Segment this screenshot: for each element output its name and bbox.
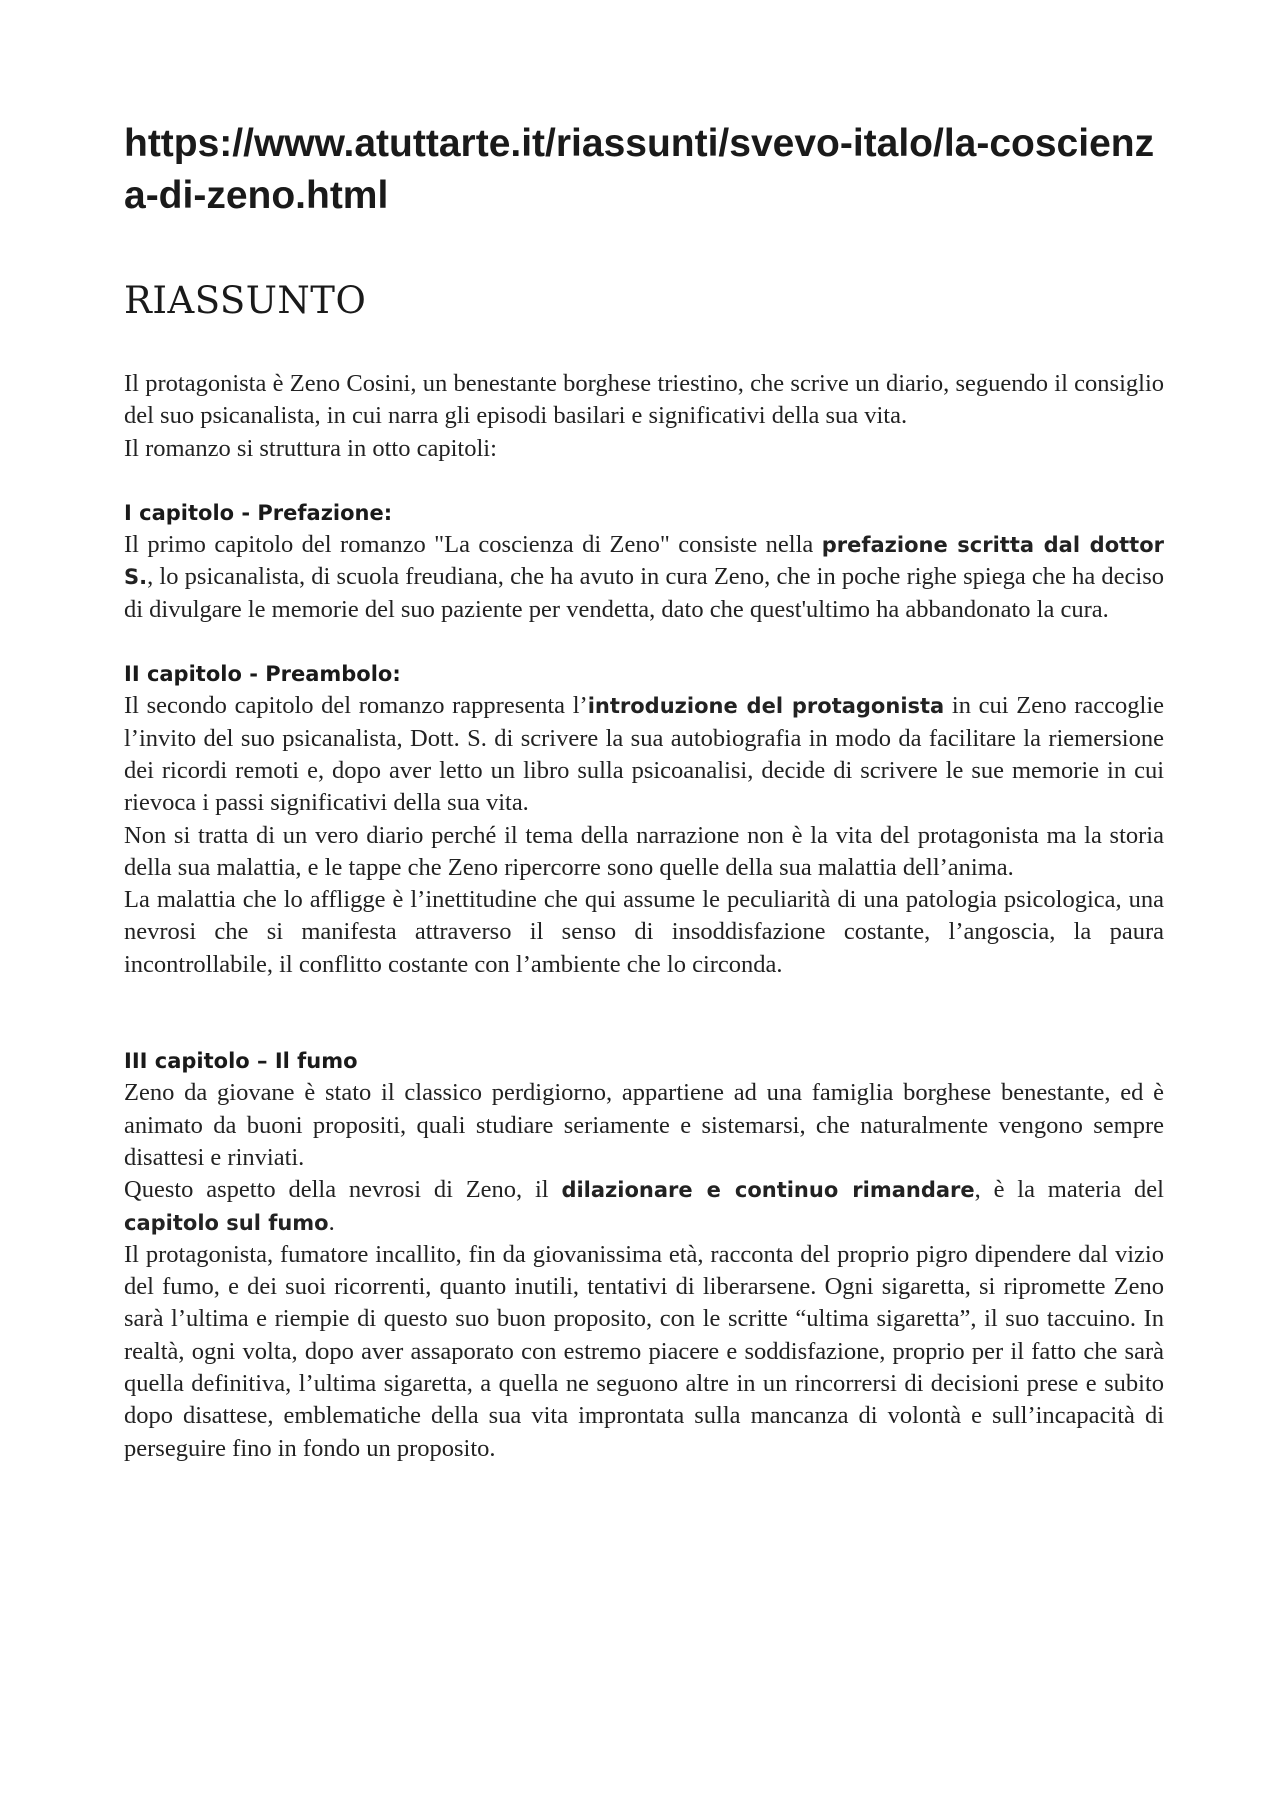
intro-block: [124, 368, 1164, 465]
chapter-3: [124, 1045, 1164, 1465]
chapter-1-text-end: , lo psicanalista, di scuola freudiana, che ha avuto in cura Zeno, che in poche righe spiega che ha deciso di divulgare le memorie del suo paziente per vendetta, dato che quest'ultimo ha abbandonato la cura.: [124, 563, 1164, 623]
chapter-3-emphasis-1: dilazionare e continuo rimandare: [561, 1178, 975, 1203]
chapter-1-text-start: Il primo capitolo del romanzo "La coscienza di Zeno" consiste nella: [124, 531, 822, 559]
chapter-3-paragraph-1: Zeno da giovane è stato il classico perdigiorno, appartiene ad una famiglia borghese benestante, ed è animato da buoni propositi, quali studiare seriamente e sistemarsi, che naturalmente vengono sempre disattesi e rinviati.: [124, 1079, 1164, 1171]
chapter-1-emphasis: prefazione scritta dal dottor S.: [124, 533, 1164, 590]
chapter-2-title: II capitolo - Preambolo:: [124, 662, 401, 687]
chapter-2-paragraph-1: [124, 690, 1164, 819]
chapter-3-text-start: Questo aspetto della nevrosi di Zeno, il: [124, 1176, 562, 1204]
chapter-2: [124, 658, 1164, 981]
chapter-1: [124, 497, 1164, 626]
intro-paragraph: Il protagonista è Zeno Cosini, un benestante borghese triestino, che scrive un diario, seguendo il consiglio del suo psicanalista, in cui narra gli episodi basilari e significativi della sua vita.: [124, 370, 1164, 430]
chapter-2-text-end: in cui Zeno raccoglie l’invito del suo psicanalista, Dott. S. di scrivere la sua autobiografia in modo da facilitare la riemersione dei ricordi remoti e, dopo aver letto un libro sulla psicoanalisi, decide di scrivere le sue memorie in cui rievoca i passi significativi della sua vita.: [124, 692, 1165, 817]
chapter-2-paragraph-2: Non si tratta di un vero diario perché il tema della narrazione non è la vita del protagonista ma la storia della sua malattia, e le tappe che Zeno ripercorre sono quelle della sua malattia dell’anima.: [124, 821, 1164, 881]
intro-structure-line: Il romanzo si struttura in otto capitoli:: [124, 434, 497, 462]
chapter-3-emphasis-2: capitolo sul fumo: [124, 1210, 329, 1235]
document-content: [124, 118, 1164, 1465]
section-heading-riassunto: RIASSUNTO: [124, 279, 367, 322]
chapter-2-emphasis: introduzione del protagonista: [587, 694, 945, 719]
chapter-1-paragraph: [124, 529, 1164, 626]
chapter-3-paragraph-3: Il protagonista, fumatore incallito, fin da giovanissima età, racconta del proprio pigro dipendere dal vizio del fumo, e dei suoi ricorrenti, quanto inutili, tentativi di liberarsene. Ogni sigaretta, si ripromette Zeno sarà l’ultima e riempie di questo suo buon proposito, con le scritte “ultima sigaretta”, il suo taccuino. In realtà, ogni volta, dopo aver assaporato con estremo piacere e soddisfazione, proprio per il fatto che sarà quella definitiva, l’ultima sigaretta, a quella ne seguono altre in un rincorrersi di decisioni prese e subito dopo disattese, emblematiche della sua vita improntata sulla mancanza di volontà e sull’incapacità di perseguire fino in fondo un proposito.: [124, 1240, 1164, 1462]
chapter-3-paragraph-2: [124, 1174, 1164, 1239]
chapter-1-title: I capitolo - Prefazione:: [124, 500, 393, 525]
chapter-3-title: III capitolo – Il fumo: [124, 1049, 358, 1074]
chapter-2-text-start: Il secondo capitolo del romanzo rappresenta l’: [124, 692, 588, 720]
chapter-3-text-middle: , è la materia del: [974, 1176, 1164, 1204]
chapter-3-text-end: .: [328, 1208, 335, 1236]
chapter-2-paragraph-3: La malattia che lo affligge è l’inettitudine che qui assume le peculiarità di una patologia psicologica, una nevrosi che si manifesta attraverso il senso di insoddisfazione costante, l’angoscia, la paura incontrollabile, il conflitto costante con l’ambiente che lo circonda.: [124, 886, 1164, 978]
source-url-title: https://www.atuttarte.it/riassunti/svevo-italo/la-coscienza-di-zeno.html: [124, 122, 1155, 217]
